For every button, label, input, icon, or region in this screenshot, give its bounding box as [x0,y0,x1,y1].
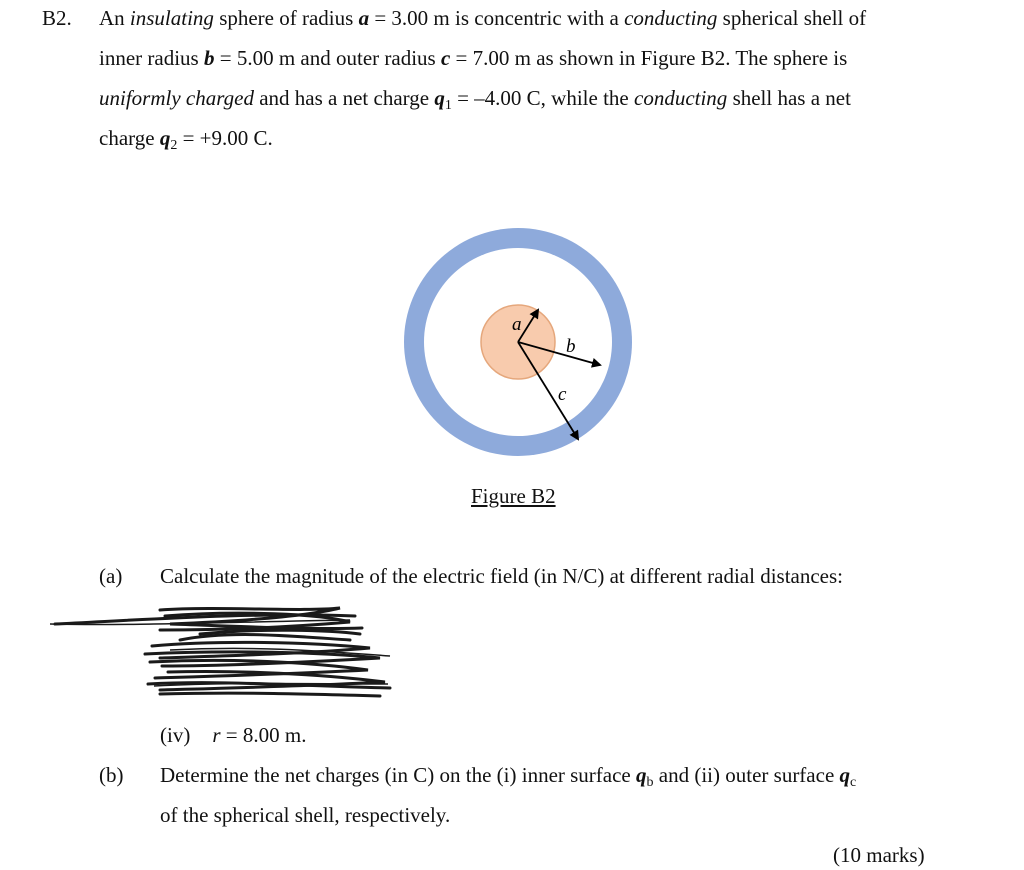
part-a-label: (a) [99,564,123,588]
marks: (10 marks) [833,843,925,867]
part-a-text: Calculate the magnitude of the electric field (in N/C) at different radial distances: [160,564,844,588]
question-line-2: inner radius b = 5.00 m and outer radius c = 7.00 m as shown in Figure B2. The sphere is [99,46,848,70]
question-number: B2. [42,6,72,30]
question-line-1: An insulating sphere of radius a = 3.00 m is concentric with a conducting spherical shell of [99,6,867,30]
label-a: a [512,314,522,335]
label-c: c [558,384,567,405]
part-b-line-1: Determine the net charges (in C) on the (i) inner surface qb and (ii) outer surface qc [160,763,857,790]
figure-b2-diagram [390,220,650,460]
question-line-4: charge q2 = +9.00 C. [99,126,273,153]
label-b: b [566,336,576,357]
part-b-line-2: of the spherical shell, respectively. [160,803,451,827]
question-line-3: uniformly charged and has a net charge q1 = –4.00 C, while the conducting shell has a net [99,86,851,113]
part-b-label: (b) [99,763,124,787]
scribble-redaction [50,600,395,708]
figure-caption: Figure B2 [471,484,556,508]
part-a-item-iv: (iv) r = 8.00 m. [160,723,307,747]
